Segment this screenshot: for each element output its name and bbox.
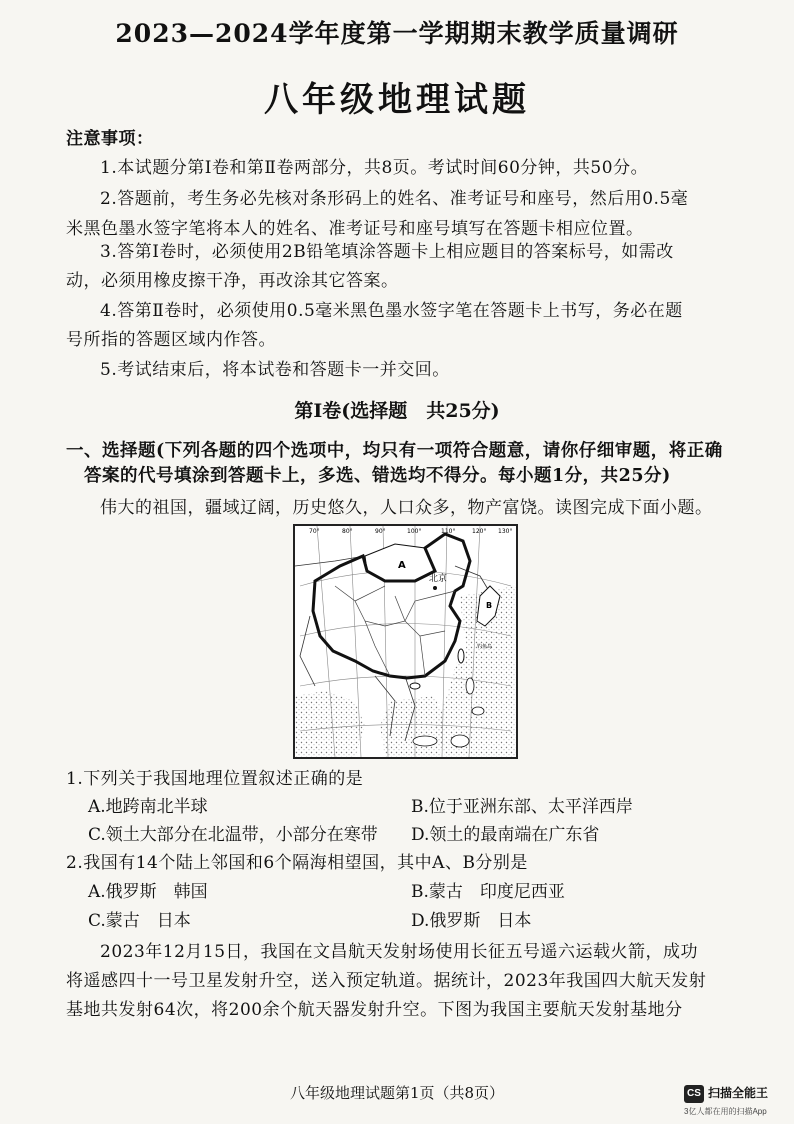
scanner-tagline: 3亿人都在用的扫描App — [684, 1107, 767, 1116]
lon-label: 100° — [407, 528, 422, 535]
question-2-option-d: D.俄罗斯 日本 — [411, 911, 532, 931]
question-intro: 伟大的祖国，疆域辽阔，历史悠久，人口众多，物产富饶。读图完成下面小题。 — [100, 498, 713, 518]
china-map — [293, 524, 518, 759]
question-2-option-c: C.蒙古 日本 — [88, 911, 191, 931]
passage-line: 将遥感四十一号卫星发射升空，送入预定轨道。据统计，2023年我国四大航天发射 — [66, 971, 707, 991]
exam-title: 2023—2024学年度第一学期期末教学质量调研 — [115, 19, 679, 48]
notice-line: 3.答第Ⅰ卷时，必须使用2B铅笔填涂答题卡上相应题目的答案标号，如需改 — [100, 242, 674, 262]
lon-label: 110° — [441, 528, 456, 535]
section-instruction: 一、选择题(下列各题的四个选项中，均只有一项符合题意，请你仔细审题，将正确 — [66, 441, 723, 461]
china-map-svg — [295, 526, 516, 757]
section-title: 第Ⅰ卷(选择题 共25分) — [294, 400, 500, 422]
lon-label: 120° — [472, 528, 487, 535]
passage-line: 2023年12月15日，我国在文昌航天发射场使用长征五号遥六运载火箭，成功 — [100, 942, 699, 962]
question-1-option-a: A.地跨南北半球 — [88, 797, 208, 817]
passage-line: 基地共发射64次，将200余个航天器发射升空。下图为我国主要航天发射基地分 — [66, 1000, 683, 1020]
notice-line: 4.答第Ⅱ卷时，必须使用0.5毫米黑色墨水签字笔在答题卡上书写，务必在题 — [100, 301, 683, 321]
section-instruction: 答案的代号填涂到答题卡上，多选、错选均不得分。每小题1分，共25分) — [84, 466, 671, 486]
scanner-logo-icon: CS — [684, 1085, 704, 1103]
notice-line: 号所指的答题区域内作答。 — [66, 330, 276, 350]
notice-line: 2.答题前，考生务必先核对条形码上的姓名、准考证号和座号，然后用0.5毫 — [100, 189, 689, 209]
question-2-stem: 2.我国有14个陆上邻国和6个隔海相望国，其中A、B分别是 — [66, 853, 528, 873]
label-island: 钓鱼岛 — [477, 644, 493, 650]
lon-label: 130° — [498, 528, 513, 535]
label-a: A — [398, 560, 406, 571]
notice-heading: 注意事项： — [66, 129, 154, 149]
south-china-sea — [380, 696, 445, 757]
page-footer: 八年级地理试题第1页（共8页） — [289, 1084, 505, 1102]
question-2-option-b: B.蒙古 印度尼西亚 — [411, 882, 565, 902]
notice-line: 动，必须用橡皮擦干净，再改涂其它答案。 — [66, 271, 399, 291]
exam-subtitle: 八年级地理试题 — [264, 80, 530, 120]
lon-label: 80° — [342, 528, 353, 535]
hainan-island — [410, 683, 420, 689]
question-1-stem: 1.下列关于我国地理位置叙述正确的是 — [66, 769, 364, 789]
lon-label: 70° — [309, 528, 320, 535]
question-1-option-b: B.位于亚洲东部、太平洋西岸 — [411, 797, 633, 817]
question-2-option-a: A.俄罗斯 韩国 — [88, 882, 208, 902]
question-1-option-c: C.领土大部分在北温带，小部分在寒带 — [88, 825, 378, 845]
label-beijing: 北京 — [429, 574, 448, 584]
taiwan-island — [458, 649, 464, 663]
question-1-option-d: D.领土的最南端在广东省 — [411, 825, 600, 845]
notice-line: 5.考试结束后，将本试卷和答题卡一并交回。 — [100, 360, 450, 380]
beijing-marker — [433, 586, 437, 590]
label-b: B — [486, 601, 493, 610]
notice-line: 1.本试题分第Ⅰ卷和第Ⅱ卷两部分，共8页。考试时间60分钟，共50分。 — [100, 158, 649, 178]
lon-label: 90° — [375, 528, 386, 535]
notice-line: 米黑色墨水签字笔将本人的姓名、准考证号和座号填写在答题卡相应位置。 — [66, 219, 644, 239]
scanner-name: 扫描全能王 — [708, 1086, 769, 1100]
indian-ocean — [295, 691, 365, 757]
